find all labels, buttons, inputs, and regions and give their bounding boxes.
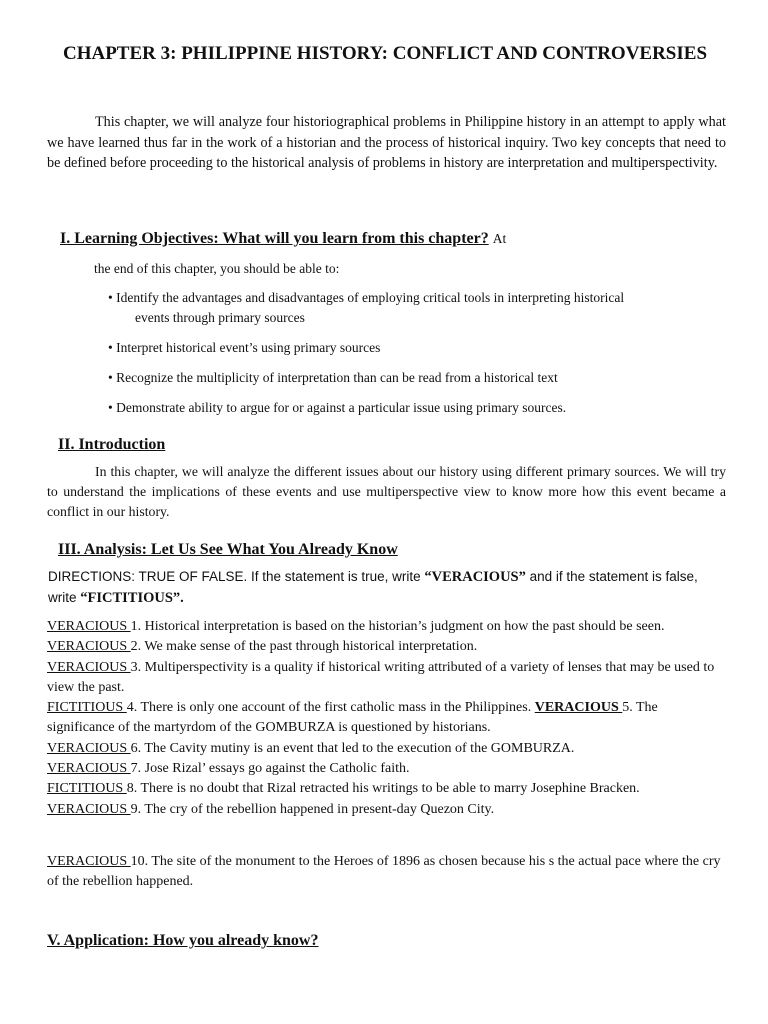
question-item xyxy=(47,658,727,699)
question-item xyxy=(47,779,727,799)
answer-label: VERACIOUS xyxy=(47,740,131,756)
objective-text: • Recognize the multiplicity of interpretation than can be read from a historical text xyxy=(108,370,558,385)
question-text: 5. The significance of the martyrdom of the GOMBURZA is questioned by historians. xyxy=(47,700,658,736)
objective-text: • Identify the advantages and disadvantages of employing critical tools in interpreting historical xyxy=(108,290,625,305)
question-text: 4. There is only one account of the first catholic mass in the Philippines. xyxy=(126,700,535,716)
question-item xyxy=(47,637,727,657)
answer-label: VERACIOUS xyxy=(47,619,131,634)
answer-label: VERACIOUS xyxy=(47,854,131,869)
question-item xyxy=(47,759,727,779)
question-item xyxy=(47,617,727,637)
question-item xyxy=(47,698,727,739)
directions-text xyxy=(48,567,724,608)
question-list xyxy=(47,617,727,820)
section-analysis-heading: III. Analysis: Let Us See What You Already Know xyxy=(58,541,398,558)
answer-label: VERACIOUS xyxy=(47,639,131,655)
section-objectives-heading-line xyxy=(60,229,506,249)
intro-paragraph: This chapter, we will analyze four historiographical problems in Philippine history in an attempt to apply what we have learned thus far in the work of a historian and the process of historical inquiry. Two key concepts that need to be defined before proceeding to the historical analysis of problems in history are interpretation and multiperspectivity. xyxy=(47,114,726,171)
objective-item xyxy=(108,288,718,328)
objective-text: • Demonstrate ability to argue for or against a particular issue using primary sources. xyxy=(108,400,567,415)
introduction-paragraph: In this chapter, we will analyze the different issues about our history using different primary sources. We will try to understand the implications of these events and use multiperspective view to know more how this event became a conflict in our history. xyxy=(47,464,726,519)
directions-keyword-false: “FICTITIOUS”. xyxy=(80,589,184,606)
answer-label: VERACIOUS xyxy=(47,801,131,817)
section-objectives-heading: I. Learning Objectives: What will you learn from this chapter? xyxy=(60,230,489,247)
objective-item xyxy=(108,338,718,358)
objectives-lead: the end of this chapter, you should be able to: xyxy=(94,261,340,276)
question-item xyxy=(47,800,727,820)
answer-label: FICTITIOUS xyxy=(47,781,127,797)
answer-label: FICTITIOUS xyxy=(47,700,127,716)
directions-keyword-true: “VERACIOUS” xyxy=(424,569,526,585)
directions-part: DIRECTIONS: TRUE OF FALSE. If the statement is true, write xyxy=(48,569,425,584)
objective-item xyxy=(108,398,718,418)
question-text: 10. The site of the monument to the Heroes of 1896 as chosen because his s the actual pace where the cry of the rebellion happened. xyxy=(47,854,721,890)
heading-trailing-text: At xyxy=(492,231,507,246)
answer-label: VERACIOUS xyxy=(534,700,623,716)
question-text: 9. The cry of the rebellion happened in present-day Quezon City. xyxy=(130,801,495,817)
question-item xyxy=(47,739,727,759)
question-text: 8. There is no doubt that Rizal retracted his writings to be able to marry Josephine Bracken. xyxy=(126,781,640,797)
directions-part: and if the statement is false, write xyxy=(48,569,698,605)
answer-label: VERACIOUS xyxy=(47,659,131,675)
question-text: 6. The Cavity mutiny is an event that led to the execution of the GOMBURZA. xyxy=(130,740,575,756)
objective-text: • Interpret historical event’s using primary sources xyxy=(108,340,381,355)
chapter-title: CHAPTER 3: PHILIPPINE HISTORY: CONFLICT AND CONTROVERSIES xyxy=(62,43,708,64)
question-text: 1. Historical interpretation is based on the historian’s judgment on how the past should be seen. xyxy=(130,619,665,634)
question-text: 3. Multiperspectivity is a quality if historical writing attributed of a variety of lenses that may be used to view the past. xyxy=(47,659,715,695)
objective-item xyxy=(108,368,718,388)
section-introduction-heading: II. Introduction xyxy=(58,436,166,453)
question-text: 7. Jose Rizal’ essays go against the Catholic faith. xyxy=(130,761,410,777)
question-text: 2. We make sense of the past through historical interpretation. xyxy=(130,639,478,655)
section-application-heading: V. Application: How you already know? xyxy=(47,932,319,949)
answer-label: VERACIOUS xyxy=(47,761,131,777)
question-item xyxy=(47,852,727,893)
objective-text-continued: events through primary sources xyxy=(135,310,305,325)
